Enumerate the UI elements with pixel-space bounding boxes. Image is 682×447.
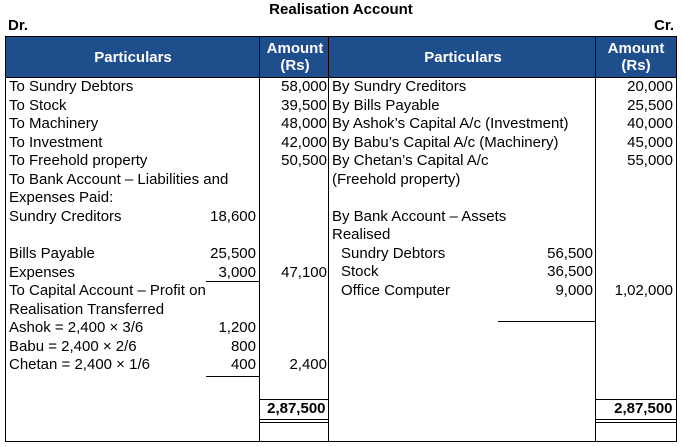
debit-line-amount: 48,000 — [281, 115, 327, 132]
credit-line-amount: 25,500 — [627, 96, 673, 114]
credit-line-amount: 55,000 — [627, 152, 673, 169]
credit-line-text: (Freehold property) — [332, 170, 461, 188]
capital-total: 2,400 — [289, 356, 327, 373]
capital-split-amount: 1,200 — [218, 319, 256, 336]
debit-line-text: To Sundry Debtors — [9, 78, 134, 95]
asset-realised-amount: 56,500 — [547, 244, 593, 262]
debit-line-amount: 42,000 — [281, 133, 327, 151]
capital-split-item: Ashok = 2,400 × 3/6 — [9, 319, 144, 336]
credit-line-text: By Ashok’s Capital A/c (Investment) — [332, 115, 569, 132]
credit-amount-header — [596, 37, 676, 77]
capital-split-item: Babu = 2,400 × 2/6 — [9, 337, 137, 355]
debit-line-text: To Investment — [9, 133, 103, 151]
debit-particulars-header: Particulars — [6, 37, 260, 77]
capital-split-amount: 400 — [230, 356, 256, 373]
bank-paid-item: Expenses — [9, 263, 75, 281]
bank-paid-total: 47,100 — [281, 263, 327, 281]
debit-label: Dr. — [8, 17, 29, 34]
credit-line-amount: 20,000 — [627, 78, 673, 95]
asset-realised-item: Office Computer — [341, 281, 450, 299]
bank-paid-sub-amount: 25,500 — [210, 245, 256, 262]
asset-realised-amount: 36,500 — [547, 263, 593, 280]
debit-grand-total: 2,87,500 — [260, 399, 329, 423]
credit-label: Cr. — [653, 17, 674, 34]
debit-credit-divider — [328, 37, 329, 441]
debit-line-text: To Machinery — [9, 115, 99, 132]
credit-line-text: By Chetan’s Capital A/c — [332, 152, 489, 169]
debit-line-amount: 58,000 — [281, 78, 327, 95]
debit-amount-header-label: Amount (Rs) — [266, 40, 324, 74]
debit-line-amount: 39,500 — [281, 96, 327, 114]
capital-split-item: Chetan = 2,400 × 1/6 — [9, 356, 150, 373]
credit-particulars-header: Particulars — [330, 37, 596, 77]
capital-split-amount: 800 — [230, 337, 256, 355]
credit-line-text: By Babu’s Capital A/c (Machinery) — [332, 133, 559, 151]
bank-paid-sub-amount: 3,000 — [218, 263, 256, 281]
asset-realised-item: Stock — [341, 263, 379, 280]
credit-line-amount: 40,000 — [627, 115, 673, 132]
credit-line-text: By Bills Payable — [332, 96, 440, 114]
assets-realised-total: 1,02,000 — [614, 281, 673, 299]
capital-split-subtotal-rule — [206, 376, 259, 377]
assets-subtotal-rule — [498, 321, 595, 322]
debit-line-amount: 50,500 — [281, 152, 327, 169]
bank-assets-heading: Realised — [332, 226, 391, 243]
debit-line-text: To Freehold property — [9, 152, 148, 169]
debit-amount-header — [260, 37, 330, 77]
bank-assets-heading: By Bank Account – Assets — [332, 207, 507, 225]
account-title: Realisation Account — [269, 1, 413, 18]
capital-heading: Realisation Transferred — [9, 300, 165, 318]
debit-line-text: Expenses Paid: — [9, 189, 114, 206]
credit-amount-header-label: Amount (Rs) — [607, 40, 665, 74]
credit-grand-total: 2,87,500 — [596, 399, 676, 423]
credit-line-amount: 45,000 — [627, 133, 673, 151]
debit-line-text: To Bank Account – Liabilities and — [9, 170, 229, 188]
debit-line-text: To Stock — [9, 96, 67, 114]
bank-paid-item: Bills Payable — [9, 245, 95, 262]
asset-realised-item: Sundry Debtors — [341, 244, 446, 262]
credit-line-text: By Sundry Creditors — [332, 78, 467, 95]
realisation-ledger-table — [5, 36, 677, 442]
capital-heading: To Capital Account – Profit on — [9, 282, 206, 299]
bank-paid-item: Sundry Creditors — [9, 207, 122, 225]
bank-paid-subtotal-rule — [206, 281, 259, 282]
asset-realised-amount: 9,000 — [555, 281, 593, 299]
bank-paid-sub-amount: 18,600 — [210, 207, 256, 225]
